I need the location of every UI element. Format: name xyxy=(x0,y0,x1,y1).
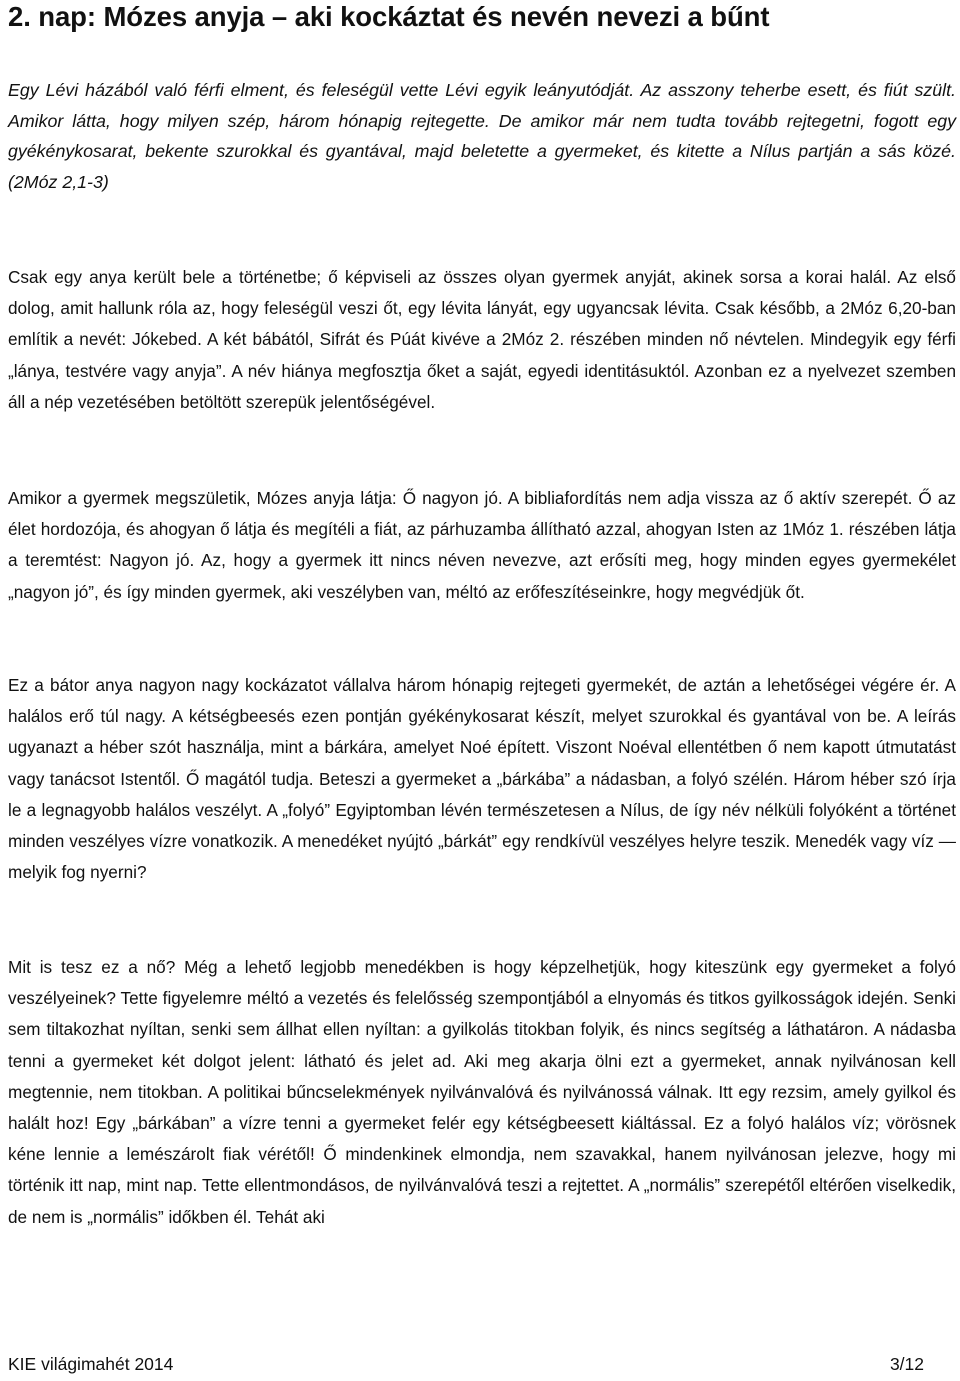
paragraph-3: Ez a bátor anya nagyon nagy kockázatot vállalva három hónapig rejtegeti gyermekét, de aztán a lehetőségei végére ér. A halálos erő túl nagy. A kétségbeesés ezen pontján gyékénykosarat készít, melyet szurokkal és gyantával von be. A leírás ugyanazt a héber szót használja, mint a bárkára, amelyet Noé épített. Viszont Noéval ellentétben ő nem kapott útmutatást vagy tanácsot Istentől. Ő magától tudja. Beteszi a gyermeket a „bárkába” a nádasban, a folyó szélén. Három héber szó írja le a legnagyobb halálos veszélyt. A „folyó” Egyiptomban lévén természetesen a Nílus, de így név nélküli folyóként a történet minden veszélyes vízre vonatkozik. A menedéket nyújtó „bárkát” egy rendkívül veszélyes helyre teszik. Menedék vagy víz — melyik fog nyerni? xyxy=(8,675,956,883)
paragraph-2: Amikor a gyermek megszületik, Mózes anyja látja: Ő nagyon jó. A bibliafordítás nem adja vissza az ő aktív szerepét. Ő az élet hordozója, és ahogyan ő látja és megítéli a fiát, az párhuzamba állítható azzal, ahogyan Isten az 1Móz 1. részében látja a teremtést: Nagyon jó. Az, hogy a gyermek itt nincs néven nevezve, azt erősíti meg, hogy minden egyes gyermekélet „nagyon jó”, és így minden gyermek, aki veszélyben van, méltó az erőfeszítéseinkre, hogy megvédjük őt. xyxy=(8,488,956,602)
intro-quote xyxy=(8,75,956,197)
page-number: 3/12 xyxy=(889,1354,924,1374)
footer-source: KIE világimahét 2014 xyxy=(8,1354,174,1374)
paragraph-1: Csak egy anya került bele a történetbe; ő képviseli az összes olyan gyermek anyját, akinek sorsa a korai halál. Az első dolog, amit hallunk róla az, hogy feleségül veszi őt, egy lévita lányát, egy ugyancsak lévita. Csak később, a 2Móz 6,20-ban említik a nevét: Jókebed. A két bábától, Sifrát és Púát kivéve a 2Móz 2. részében minden nő névtelen. Mindegyik egy férfi „lánya, testvére vagy anyja”. A név hiánya megfosztja őket a saját, egyedi identitásuktól. Azonban ez a nyelvezet szemben áll a nép vezetésében betöltött szerepük jelentőségével. xyxy=(8,267,956,412)
intro-text: Egy Lévi házából való férfi elment, és feleségül vette Lévi egyik leányutódját. Az asszony teherbe esett, és fiút szült. Amikor látta, hogy milyen szép, három hónapig rejtegette. De amikor már nem tudta tovább rejtegetni, fogott egy gyékénykosarat, bekente szurokkal és gyantával, majd beletette a gyermeket, és kitette a Nílus partján a sás közé. xyxy=(8,80,956,161)
paragraph-4: Mit is tesz ez a nő? Még a lehető legjobb menedékben is hogy képzelhetjük, hogy kiteszünk egy gyermeket a folyó veszélyeinek? Tette figyelemre méltó a vezetés és felelősség szempontjából a elnyomás és titkos gyilkosságok idején. Senki sem tiltakozhat nyíltan, senki sem állhat ellen nyíltan: a gyilkolás titokban folyik, és nincs segítség a láthatáron. A nádasba tenni a gyermeket két dolgot jelent: látható és jelet ad. Aki meg akarja ölni ezt a gyermeket, annak nyilvánosan kell megtennie, nem titokban. A politikai bűncselekmények nyilvánvalóvá és nyilvánossá válnak. Itt egy rezsim, amely gyilkol és halált hoz! Egy „bárkában” a vízre tenni a gyermeket felér egy kétségbeesett kiáltással. Ez a folyó halálos víz; vörösnek kéne lennie a lemészárolt fiak vérétől! Ő mindenkinek elmondja, nem szavakkal, hanem nyilvánosan jelezve, hogy mi történik itt nap, mint nap. Tette ellentmondásos, de nyilvánvalóvá teszi a rejtettet. A „normális” szerepétől eltérően viselkedik, de nem is „normális” időkben él. Tehát aki xyxy=(8,957,956,1227)
page-title: 2. nap: Mózes anyja – aki kockáztat és nevén nevezi a bűnt xyxy=(8,1,770,32)
scripture-reference: (2Móz 2,1-3) xyxy=(8,171,109,192)
